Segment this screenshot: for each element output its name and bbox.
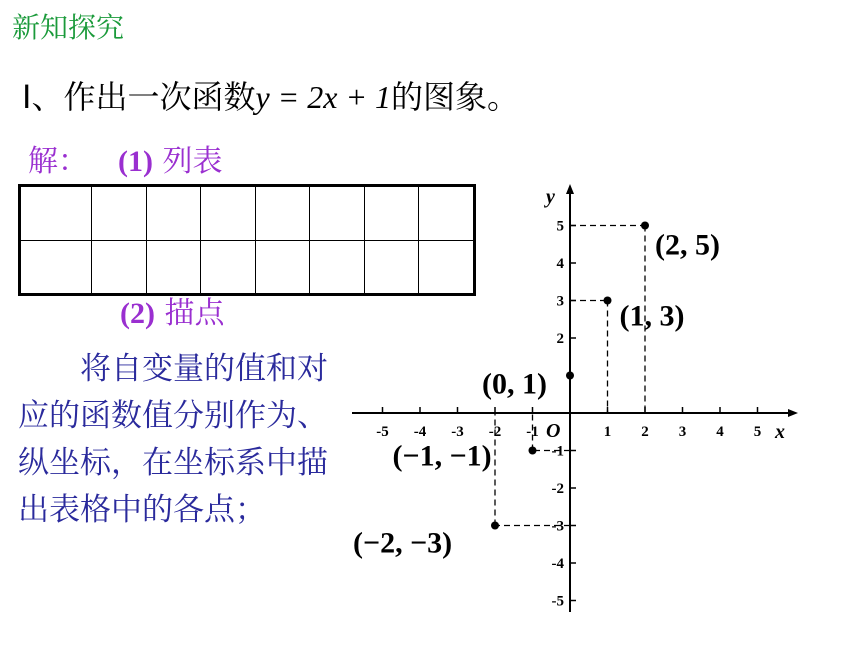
- function-formula: y = 2x + 1: [255, 79, 392, 115]
- data-point: [566, 372, 574, 380]
- x-tick-label: 2: [641, 424, 649, 440]
- step-2-text: 描点: [154, 296, 225, 331]
- point-label: (0, 1): [482, 367, 547, 401]
- y-tick-label: -4: [551, 556, 564, 572]
- solution-label: 解：: [28, 144, 88, 179]
- x-tick-label: 3: [678, 424, 687, 440]
- task-suffix: 的图象。: [391, 78, 520, 116]
- y-tick-label: -5: [551, 593, 564, 610]
- point-label: (−2, −3): [353, 526, 453, 560]
- data-point: [604, 297, 612, 305]
- y-tick-label: -2: [551, 481, 564, 497]
- data-point: [641, 222, 649, 230]
- x-tick-label: -3: [451, 424, 464, 440]
- data-point: [491, 522, 499, 530]
- x-tick-label: 4: [716, 424, 724, 440]
- section-title: 新知探究: [12, 11, 125, 44]
- origin-label: O: [546, 420, 561, 442]
- y-tick-label: 2: [556, 331, 564, 347]
- x-tick-label: -2: [488, 424, 502, 440]
- y-tick-label: -3: [551, 518, 564, 535]
- x-tick-label: -5: [376, 424, 389, 440]
- point-label: (2, 5): [655, 228, 720, 262]
- x-tick-label: 1: [603, 424, 612, 440]
- step-1-text: 列表: [152, 144, 223, 179]
- data-point: [529, 447, 537, 455]
- y-tick-label: 4: [556, 256, 564, 272]
- y-axis-label: y: [546, 186, 555, 208]
- y-tick-label: 3: [556, 293, 564, 310]
- x-axis-arrow: [788, 409, 798, 417]
- x-axis-label: x: [775, 421, 785, 443]
- y-tick-label: 5: [556, 218, 564, 235]
- point-label: (1, 3): [619, 299, 685, 333]
- step-2-number: (2): [120, 297, 155, 330]
- instruction-paragraph: 将自变量的值和对应的函数值分别作为、纵坐标，在坐标系中描出表格中的各点；: [18, 351, 328, 528]
- x-tick-label: 5: [753, 424, 762, 440]
- task-prefix: Ⅰ、作出一次函数: [22, 78, 256, 116]
- x-tick-label: -1: [526, 424, 539, 440]
- y-axis-arrow: [566, 184, 574, 194]
- point-label: (−1, −1): [392, 439, 492, 473]
- y-tick-label: -1: [551, 443, 564, 460]
- x-tick-label: -4: [413, 424, 427, 440]
- step-1-number: (1): [118, 145, 153, 178]
